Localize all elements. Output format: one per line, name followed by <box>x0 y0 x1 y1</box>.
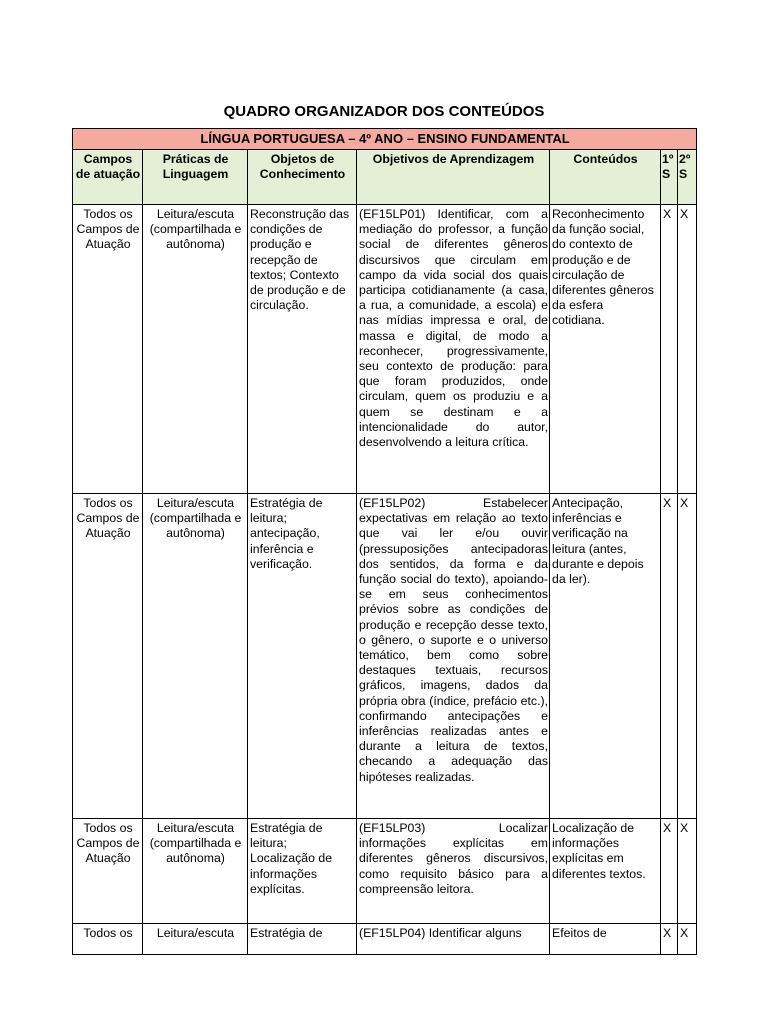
content-table <box>72 128 697 955</box>
header-objetos: Objetos de Conhecimento <box>248 150 357 205</box>
cell-conteudo: Efeitos de <box>550 924 661 955</box>
header-semester-2: 2º S <box>678 150 697 205</box>
cell-semester-2: X <box>678 494 697 819</box>
cell-semester-2: X <box>678 924 697 955</box>
cell-pratica: Leitura/escuta (compartilhada e autônoma) <box>143 819 248 924</box>
cell-semester-1: X <box>661 819 678 924</box>
header-campos: Campos de atuação <box>73 150 143 205</box>
cell-objeto: Estratégia de leitura; Localização de informações explícitas. <box>248 819 357 924</box>
table-row <box>73 819 697 924</box>
cell-objeto: Estratégia de leitura; antecipação, inferência e verificação. <box>248 494 357 819</box>
cell-semester-2: X <box>678 819 697 924</box>
cell-objetivo: (EF15LP01) Identificar, com a mediação do professor, a função social de diferentes gêneros discursivos que circulam em campo da vida social dos quais participa cotidianamente (a casa, a rua, a comunidade, a escola) e nas mídias impressa e oral, de massa e digital, de modo a reconhecer, progressivamente, seu contexto de produção: para que foram produzidos, onde circulam, quem os produziu e a quem se destinam e a intencionalidade do autor, desenvolvendo a leitura crítica. <box>357 205 550 494</box>
cell-conteudo: Localização de informações explícitas em diferentes textos. <box>550 819 661 924</box>
cell-pratica: Leitura/escuta <box>143 924 248 955</box>
cell-conteudo: Reconhecimento da função social, do contexto de produção e de circulação de diferentes gêneros da esfera cotidiana. <box>550 205 661 494</box>
cell-campo: Todos os Campos de Atuação <box>73 819 143 924</box>
cell-conteudo: Antecipação, inferências e verificação na leitura (antes, durante e depois da ler). <box>550 494 661 819</box>
cell-pratica: Leitura/escuta (compartilhada e autônoma) <box>143 205 248 494</box>
cell-semester-1: X <box>661 205 678 494</box>
subject-band: LÍNGUA PORTUGUESA – 4º ANO – ENSINO FUNDAMENTAL <box>73 129 697 150</box>
cell-campo: Todos os <box>73 924 143 955</box>
cell-campo: Todos os Campos de Atuação <box>73 494 143 819</box>
cell-objetivo: (EF15LP02) Estabelecer expectativas em relação ao texto que vai ler e/ou ouvir (pressuposições antecipadoras dos sentidos, da forma e da função social do texto), apoiando-se em seus conhecimentos prévios sobre as condições de produção e recepção desse texto, o gênero, o suporte e o universo temático, bem como sobre destaques textuais, recursos gráficos, imagens, dados da própria obra (índice, prefácio etc.), confirmando antecipações e inferências realizadas antes e durante a leitura de textos, checando a adequação das hipóteses realizadas. <box>357 494 550 819</box>
cell-semester-1: X <box>661 494 678 819</box>
table-row <box>73 205 697 494</box>
header-objetivos: Objetivos de Aprendizagem <box>357 150 550 205</box>
cell-campo: Todos os Campos de Atuação <box>73 205 143 494</box>
header-semester-1: 1º S <box>661 150 678 205</box>
cell-semester-1: X <box>661 924 678 955</box>
header-conteudos: Conteúdos <box>550 150 661 205</box>
header-praticas: Práticas de Linguagem <box>143 150 248 205</box>
table-row <box>73 494 697 819</box>
subject-band-row <box>73 129 697 150</box>
cell-objeto: Reconstrução das condições de produção e recepção de textos; Contexto de produção e de circulação. <box>248 205 357 494</box>
cell-objeto: Estratégia de <box>248 924 357 955</box>
cell-objetivo: (EF15LP04) Identificar alguns <box>357 924 550 955</box>
cell-objetivo: (EF15LP03) Localizar informações explícitas em diferentes gêneros discursivos, como requisito básico para a compreensão leitora. <box>357 819 550 924</box>
cell-pratica: Leitura/escuta (compartilhada e autônoma) <box>143 494 248 819</box>
cell-semester-2: X <box>678 205 697 494</box>
table-row <box>73 924 697 955</box>
page-title: QUADRO ORGANIZADOR DOS CONTEÚDOS <box>223 103 545 120</box>
header-row <box>73 150 697 205</box>
